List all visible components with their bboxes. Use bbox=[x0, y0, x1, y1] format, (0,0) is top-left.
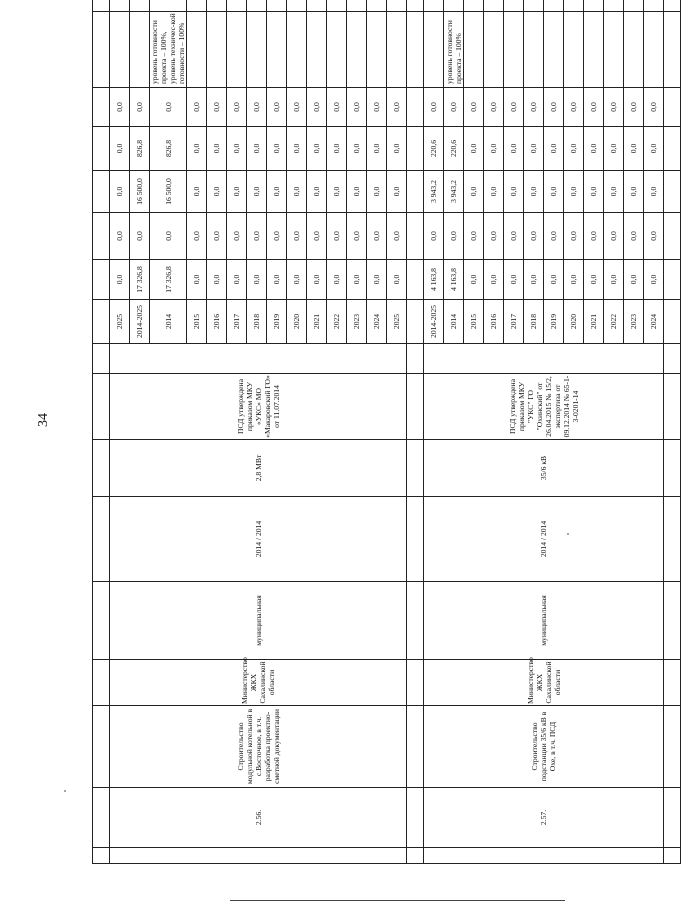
right-strip-cell bbox=[564, 0, 584, 12]
year-cell: 2021 bbox=[307, 300, 327, 344]
separator-cell bbox=[93, 344, 110, 374]
regional-cell: 0,0 bbox=[464, 171, 484, 213]
separator-cell bbox=[664, 213, 681, 260]
project-number: 2.57. bbox=[424, 788, 664, 848]
separator-cell bbox=[93, 497, 110, 582]
page-number: 34 bbox=[36, 413, 51, 427]
municipal-cell: 0,0 bbox=[464, 127, 484, 171]
other-cell: 0,0 bbox=[624, 88, 644, 127]
municipal-cell: 220,6 bbox=[444, 127, 464, 171]
note-cell bbox=[267, 12, 287, 88]
municipal-cell: 0,0 bbox=[544, 127, 564, 171]
total-cell: 0,0 bbox=[227, 260, 247, 300]
note-cell bbox=[604, 12, 624, 88]
separator-cell bbox=[407, 440, 424, 497]
separator-cell bbox=[93, 706, 110, 788]
regional-cell: 0,0 bbox=[504, 171, 524, 213]
right-strip-cell bbox=[227, 0, 247, 12]
year-cell: 2016 bbox=[207, 300, 227, 344]
federal-cell: 0,0 bbox=[307, 213, 327, 260]
separator-cell bbox=[93, 660, 110, 706]
separator-cell bbox=[407, 88, 424, 127]
note-cell bbox=[247, 12, 267, 88]
regional-cell: 0,0 bbox=[484, 171, 504, 213]
municipal-cell: 826,8 bbox=[150, 127, 187, 171]
right-strip-cell bbox=[327, 0, 347, 12]
total-cell: 0,0 bbox=[644, 260, 664, 300]
right-strip-cell bbox=[424, 0, 444, 12]
project-ownership: муниципальная bbox=[110, 582, 407, 660]
year-cell: 2025 bbox=[110, 300, 130, 344]
federal-cell: 0,0 bbox=[367, 213, 387, 260]
separator-cell bbox=[664, 788, 681, 848]
other-cell: 0,0 bbox=[484, 88, 504, 127]
right-strip-cell bbox=[287, 0, 307, 12]
note-cell bbox=[524, 12, 544, 88]
year-cell: 2022 bbox=[604, 300, 624, 344]
municipal-cell: 0,0 bbox=[287, 127, 307, 171]
total-cell: 17 326,8 bbox=[130, 260, 150, 300]
municipal-cell: 0,0 bbox=[484, 127, 504, 171]
right-strip-cell bbox=[464, 0, 484, 12]
total-cell: 4 163,8 bbox=[444, 260, 464, 300]
other-cell: 0,0 bbox=[544, 88, 564, 127]
other-cell: 0,0 bbox=[644, 88, 664, 127]
year-cell: 2025 bbox=[387, 300, 407, 344]
federal-cell: 0,0 bbox=[187, 213, 207, 260]
right-strip-cell bbox=[367, 0, 387, 12]
separator-cell bbox=[664, 88, 681, 127]
table-row bbox=[110, 0, 130, 864]
municipal-cell: 0,0 bbox=[584, 127, 604, 171]
project-psd-info: ПСД утверждена приказом МКУ "УКС" ГО "Охинский" от 26.04.2015 № 15/2, экспертиза от 09.12.2014 № 65-1-3-0201-14 bbox=[424, 374, 664, 440]
regional-cell: 0,0 bbox=[564, 171, 584, 213]
municipal-cell: 0,0 bbox=[524, 127, 544, 171]
year-cell: 2014-2025 bbox=[130, 300, 150, 344]
right-strip-cell bbox=[604, 0, 624, 12]
other-cell: 0,0 bbox=[584, 88, 604, 127]
other-cell: 0,0 bbox=[564, 88, 584, 127]
note-cell bbox=[347, 12, 367, 88]
other-cell: 0,0 bbox=[444, 88, 464, 127]
table-row bbox=[424, 0, 444, 864]
federal-cell: 0,0 bbox=[347, 213, 367, 260]
federal-cell: 0,0 bbox=[544, 213, 564, 260]
total-cell: 0,0 bbox=[367, 260, 387, 300]
regional-cell: 0,0 bbox=[207, 171, 227, 213]
separator-cell bbox=[664, 0, 681, 12]
note-cell bbox=[327, 12, 347, 88]
year-cell: 2014 bbox=[444, 300, 464, 344]
regional-cell: 0,0 bbox=[187, 171, 207, 213]
municipal-cell: 826,8 bbox=[130, 127, 150, 171]
year-cell: 2018 bbox=[247, 300, 267, 344]
project-name: Строительство модульной котельной в с.Восточное, в т.ч. разработка проектно-сметной документации bbox=[110, 706, 407, 788]
federal-cell: 0,0 bbox=[444, 213, 464, 260]
total-cell: 17 326,8 bbox=[150, 260, 187, 300]
other-cell: 0,0 bbox=[227, 88, 247, 127]
federal-cell: 0,0 bbox=[267, 213, 287, 260]
regional-cell: 0,0 bbox=[347, 171, 367, 213]
note-cell bbox=[367, 12, 387, 88]
right-strip-cell bbox=[584, 0, 604, 12]
total-cell: 0,0 bbox=[604, 260, 624, 300]
right-strip-cell bbox=[307, 0, 327, 12]
regional-cell: 0,0 bbox=[624, 171, 644, 213]
year-cell: 2024 bbox=[644, 300, 664, 344]
separator-cell bbox=[664, 127, 681, 171]
separator-row bbox=[407, 0, 424, 864]
municipal-cell: 0,0 bbox=[387, 127, 407, 171]
other-cell: 0,0 bbox=[267, 88, 287, 127]
year-cell: 2017 bbox=[227, 300, 247, 344]
project-capacity: 35/6 кВ bbox=[424, 440, 664, 497]
right-strip-cell bbox=[150, 0, 187, 12]
year-cell: 2015 bbox=[187, 300, 207, 344]
scan-speck bbox=[64, 790, 66, 792]
note-cell bbox=[287, 12, 307, 88]
total-cell: 0,0 bbox=[247, 260, 267, 300]
separator-cell bbox=[664, 440, 681, 497]
federal-cell: 0,0 bbox=[130, 213, 150, 260]
regional-cell: 0,0 bbox=[584, 171, 604, 213]
year-cell: 2019 bbox=[544, 300, 564, 344]
year-cell: 2014 bbox=[150, 300, 187, 344]
separator-cell bbox=[664, 12, 681, 88]
municipal-cell: 0,0 bbox=[187, 127, 207, 171]
separator-cell bbox=[93, 300, 110, 344]
total-cell: 0,0 bbox=[307, 260, 327, 300]
separator-cell bbox=[93, 12, 110, 88]
project-number: 2.56. bbox=[110, 788, 407, 848]
separator-cell bbox=[407, 300, 424, 344]
other-cell: 0,0 bbox=[504, 88, 524, 127]
note-cell bbox=[207, 12, 227, 88]
budget-table-rotated bbox=[92, 13, 658, 864]
year-cell: 2022 bbox=[327, 300, 347, 344]
left-strip-cell bbox=[110, 848, 407, 864]
federal-cell: 0,0 bbox=[644, 213, 664, 260]
separator-cell bbox=[93, 213, 110, 260]
year-cell: 2021 bbox=[584, 300, 604, 344]
federal-cell: 0,0 bbox=[624, 213, 644, 260]
other-cell: 0,0 bbox=[207, 88, 227, 127]
right-strip-cell bbox=[187, 0, 207, 12]
municipal-cell: 0,0 bbox=[110, 127, 130, 171]
total-cell: 0,0 bbox=[544, 260, 564, 300]
other-cell: 0,0 bbox=[187, 88, 207, 127]
total-cell: 0,0 bbox=[187, 260, 207, 300]
right-strip-cell bbox=[524, 0, 544, 12]
regional-cell: 0,0 bbox=[524, 171, 544, 213]
federal-cell: 0,0 bbox=[524, 213, 544, 260]
year-cell: 2018 bbox=[524, 300, 544, 344]
project-customer: Министерство ЖКХ Сахалинской области bbox=[110, 660, 407, 706]
note-cell: уровень готовности проекта – 100% bbox=[444, 12, 464, 88]
separator-cell bbox=[93, 260, 110, 300]
other-cell: 0,0 bbox=[387, 88, 407, 127]
empty-cell bbox=[424, 344, 664, 374]
regional-cell: 3 943,2 bbox=[444, 171, 464, 213]
right-strip-cell bbox=[484, 0, 504, 12]
federal-cell: 0,0 bbox=[227, 213, 247, 260]
total-cell: 0,0 bbox=[504, 260, 524, 300]
regional-cell: 0,0 bbox=[327, 171, 347, 213]
municipal-cell: 0,0 bbox=[624, 127, 644, 171]
right-strip-cell bbox=[387, 0, 407, 12]
note-cell bbox=[424, 12, 444, 88]
other-cell: 0,0 bbox=[524, 88, 544, 127]
right-strip-cell bbox=[544, 0, 564, 12]
left-strip-cell bbox=[424, 848, 664, 864]
separator-cell bbox=[664, 260, 681, 300]
total-cell: 0,0 bbox=[207, 260, 227, 300]
separator-cell bbox=[664, 848, 681, 864]
federal-cell: 0,0 bbox=[564, 213, 584, 260]
year-cell: 2023 bbox=[347, 300, 367, 344]
right-strip-cell bbox=[624, 0, 644, 12]
right-strip-cell bbox=[347, 0, 367, 12]
total-cell: 0,0 bbox=[387, 260, 407, 300]
federal-cell: 0,0 bbox=[464, 213, 484, 260]
separator-cell bbox=[407, 374, 424, 440]
other-cell: 0,0 bbox=[327, 88, 347, 127]
municipal-cell: 0,0 bbox=[207, 127, 227, 171]
other-cell: 0,0 bbox=[287, 88, 307, 127]
regional-cell: 0,0 bbox=[387, 171, 407, 213]
regional-cell: 0,0 bbox=[287, 171, 307, 213]
federal-cell: 0,0 bbox=[604, 213, 624, 260]
budget-table bbox=[92, 0, 681, 864]
note-cell bbox=[227, 12, 247, 88]
footer-rule bbox=[230, 900, 565, 901]
separator-cell bbox=[407, 0, 424, 12]
other-cell: 0,0 bbox=[367, 88, 387, 127]
separator-cell bbox=[407, 582, 424, 660]
regional-cell: 16 500,0 bbox=[130, 171, 150, 213]
other-cell: 0,0 bbox=[247, 88, 267, 127]
separator-cell bbox=[664, 171, 681, 213]
total-cell: 0,0 bbox=[484, 260, 504, 300]
year-cell: 2015 bbox=[464, 300, 484, 344]
federal-cell: 0,0 bbox=[247, 213, 267, 260]
right-strip-cell bbox=[504, 0, 524, 12]
regional-cell: 16 500,0 bbox=[150, 171, 187, 213]
separator-cell bbox=[407, 497, 424, 582]
right-strip-cell bbox=[247, 0, 267, 12]
note-cell bbox=[564, 12, 584, 88]
total-cell: 0,0 bbox=[564, 260, 584, 300]
year-cell: 2024 bbox=[367, 300, 387, 344]
note-cell bbox=[484, 12, 504, 88]
note-cell bbox=[644, 12, 664, 88]
separator-cell bbox=[407, 788, 424, 848]
right-strip-cell bbox=[130, 0, 150, 12]
separator-cell bbox=[407, 213, 424, 260]
note-cell bbox=[584, 12, 604, 88]
total-cell: 0,0 bbox=[287, 260, 307, 300]
note-cell bbox=[110, 12, 130, 88]
municipal-cell: 0,0 bbox=[504, 127, 524, 171]
right-strip-cell bbox=[110, 0, 130, 12]
federal-cell: 0,0 bbox=[387, 213, 407, 260]
separator-cell bbox=[664, 582, 681, 660]
project-psd-info: ПСД утверждена приказом МКУ «УКС» МО «Макаровский ГО» от 11.07.2014 bbox=[110, 374, 407, 440]
separator-cell bbox=[93, 88, 110, 127]
project-period: 2014 / 2014 bbox=[110, 497, 407, 582]
right-strip-cell bbox=[444, 0, 464, 12]
separator-cell bbox=[407, 660, 424, 706]
note-cell: уровень готовности проекта – 100%, уровень техничес-кой готовности – 100% bbox=[150, 12, 187, 88]
federal-cell: 0,0 bbox=[504, 213, 524, 260]
project-customer: Министерство ЖКХ Сахалинской области bbox=[424, 660, 664, 706]
project-name: Строительство подстанции 35/6 кВ в Охе, в т.ч. ПСД bbox=[424, 706, 664, 788]
regional-cell: 0,0 bbox=[247, 171, 267, 213]
separator-cell bbox=[664, 300, 681, 344]
separator-cell bbox=[93, 127, 110, 171]
other-cell: 0,0 bbox=[307, 88, 327, 127]
note-cell bbox=[130, 12, 150, 88]
separator-cell bbox=[407, 848, 424, 864]
other-cell: 0,0 bbox=[464, 88, 484, 127]
separator-cell bbox=[93, 788, 110, 848]
separator-cell bbox=[407, 344, 424, 374]
federal-cell: 0,0 bbox=[327, 213, 347, 260]
total-cell: 0,0 bbox=[347, 260, 367, 300]
year-cell: 2020 bbox=[564, 300, 584, 344]
separator-cell bbox=[93, 848, 110, 864]
right-strip-cell bbox=[644, 0, 664, 12]
note-cell bbox=[624, 12, 644, 88]
separator-cell bbox=[407, 260, 424, 300]
scan-speck bbox=[567, 533, 569, 535]
federal-cell: 0,0 bbox=[287, 213, 307, 260]
right-strip-cell bbox=[207, 0, 227, 12]
regional-cell: 0,0 bbox=[110, 171, 130, 213]
separator-row bbox=[93, 0, 110, 864]
separator-cell bbox=[664, 706, 681, 788]
right-strip-cell bbox=[267, 0, 287, 12]
regional-cell: 0,0 bbox=[544, 171, 564, 213]
separator-cell bbox=[407, 127, 424, 171]
empty-cell bbox=[110, 344, 407, 374]
regional-cell: 0,0 bbox=[367, 171, 387, 213]
municipal-cell: 0,0 bbox=[604, 127, 624, 171]
federal-cell: 0,0 bbox=[584, 213, 604, 260]
municipal-cell: 0,0 bbox=[267, 127, 287, 171]
year-cell: 2017 bbox=[504, 300, 524, 344]
separator-cell bbox=[407, 171, 424, 213]
total-cell: 0,0 bbox=[464, 260, 484, 300]
note-cell bbox=[187, 12, 207, 88]
separator-cell bbox=[407, 12, 424, 88]
federal-cell: 0,0 bbox=[424, 213, 444, 260]
total-cell: 0,0 bbox=[110, 260, 130, 300]
note-cell bbox=[544, 12, 564, 88]
separator-cell bbox=[93, 582, 110, 660]
regional-cell: 3 943,2 bbox=[424, 171, 444, 213]
other-cell: 0,0 bbox=[424, 88, 444, 127]
note-cell bbox=[504, 12, 524, 88]
note-cell bbox=[464, 12, 484, 88]
other-cell: 0,0 bbox=[110, 88, 130, 127]
total-cell: 0,0 bbox=[327, 260, 347, 300]
municipal-cell: 220,6 bbox=[424, 127, 444, 171]
year-cell: 2020 bbox=[287, 300, 307, 344]
note-cell bbox=[307, 12, 327, 88]
total-cell: 0,0 bbox=[267, 260, 287, 300]
municipal-cell: 0,0 bbox=[564, 127, 584, 171]
separator-cell bbox=[93, 374, 110, 440]
municipal-cell: 0,0 bbox=[247, 127, 267, 171]
separator-cell bbox=[93, 440, 110, 497]
year-cell: 2014-2025 bbox=[424, 300, 444, 344]
note-cell bbox=[387, 12, 407, 88]
project-ownership: муниципальная bbox=[424, 582, 664, 660]
separator-cell bbox=[664, 497, 681, 582]
regional-cell: 0,0 bbox=[227, 171, 247, 213]
other-cell: 0,0 bbox=[150, 88, 187, 127]
total-cell: 0,0 bbox=[584, 260, 604, 300]
federal-cell: 0,0 bbox=[207, 213, 227, 260]
regional-cell: 0,0 bbox=[307, 171, 327, 213]
federal-cell: 0,0 bbox=[150, 213, 187, 260]
federal-cell: 0,0 bbox=[110, 213, 130, 260]
separator-cell bbox=[407, 706, 424, 788]
separator-row bbox=[664, 0, 681, 864]
year-cell: 2016 bbox=[484, 300, 504, 344]
federal-cell: 0,0 bbox=[484, 213, 504, 260]
regional-cell: 0,0 bbox=[644, 171, 664, 213]
separator-cell bbox=[93, 0, 110, 12]
other-cell: 0,0 bbox=[347, 88, 367, 127]
municipal-cell: 0,0 bbox=[227, 127, 247, 171]
separator-cell bbox=[664, 344, 681, 374]
regional-cell: 0,0 bbox=[267, 171, 287, 213]
other-cell: 0,0 bbox=[604, 88, 624, 127]
regional-cell: 0,0 bbox=[604, 171, 624, 213]
municipal-cell: 0,0 bbox=[367, 127, 387, 171]
separator-cell bbox=[664, 660, 681, 706]
municipal-cell: 0,0 bbox=[347, 127, 367, 171]
year-cell: 2023 bbox=[624, 300, 644, 344]
total-cell: 0,0 bbox=[524, 260, 544, 300]
separator-cell bbox=[664, 374, 681, 440]
municipal-cell: 0,0 bbox=[644, 127, 664, 171]
municipal-cell: 0,0 bbox=[327, 127, 347, 171]
project-period: 2014 / 2014 bbox=[424, 497, 664, 582]
project-capacity: 2,8 МВт bbox=[110, 440, 407, 497]
separator-cell bbox=[93, 171, 110, 213]
total-cell: 4 163,8 bbox=[424, 260, 444, 300]
year-cell: 2019 bbox=[267, 300, 287, 344]
table-body bbox=[93, 0, 681, 864]
other-cell: 0,0 bbox=[130, 88, 150, 127]
total-cell: 0,0 bbox=[624, 260, 644, 300]
municipal-cell: 0,0 bbox=[307, 127, 327, 171]
